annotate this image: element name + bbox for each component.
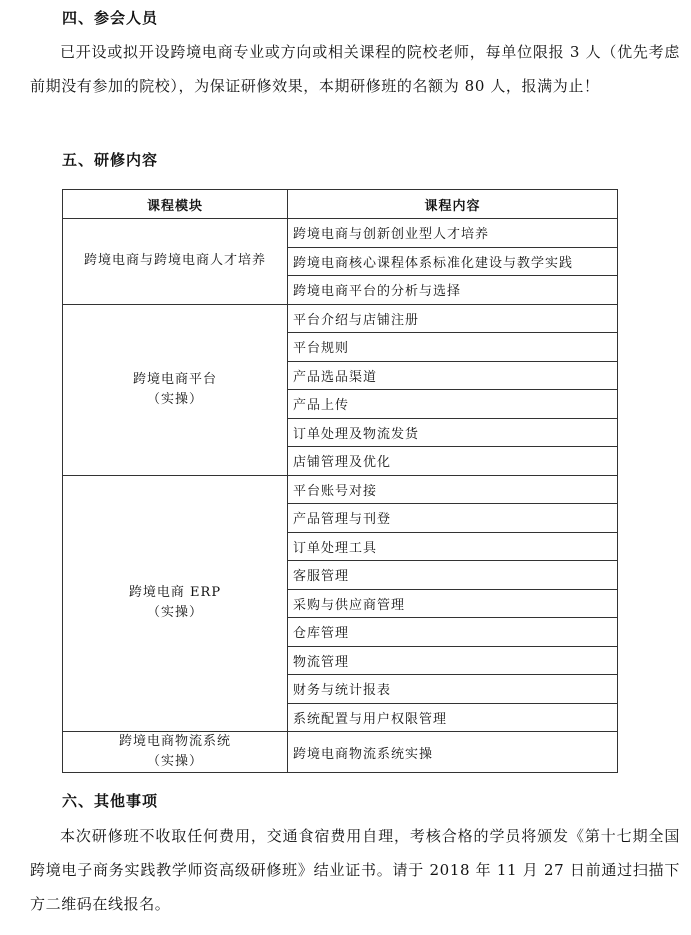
content-cell: 跨境电商物流系统实操 <box>288 732 618 773</box>
content-cell: 平台账号对接 <box>288 475 618 504</box>
content-cell: 客服管理 <box>288 561 618 590</box>
table-row <box>63 304 618 333</box>
section-4-heading: 四、参会人员 <box>62 9 159 27</box>
content-cell: 订单处理及物流发货 <box>288 418 618 447</box>
content-cell: 产品管理与刊登 <box>288 504 618 533</box>
module-note: （实操） <box>146 391 203 407</box>
section-6-paragraph: 本次研修班不收取任何费用，交通食宿费用自理，考核合格的学员将颁发《第十七期全国跨境电子商务实践教学师资高级研修班》结业证书。请于 2018 年 11 月 27 日前通过扫描下方二维码在线报名。 <box>30 827 680 913</box>
table-row <box>63 475 618 504</box>
content-cell: 产品选品渠道 <box>288 361 618 390</box>
module-name: 跨境电商平台 <box>132 371 217 387</box>
content-cell: 采购与供应商管理 <box>288 589 618 618</box>
course-table <box>62 189 618 773</box>
table-row <box>63 219 618 248</box>
content-cell: 订单处理工具 <box>288 532 618 561</box>
content-cell: 仓库管理 <box>288 618 618 647</box>
header-content: 课程内容 <box>288 190 618 219</box>
content-cell: 系统配置与用户权限管理 <box>288 703 618 732</box>
module-name: 跨境电商 ERP <box>128 585 222 601</box>
module-cell <box>63 304 288 475</box>
content-cell: 跨境电商核心课程体系标准化建设与教学实践 <box>288 247 618 276</box>
content-cell: 平台介绍与店铺注册 <box>288 304 618 333</box>
module-cell <box>63 219 288 305</box>
section-4-paragraph: 已开设或拟开设跨境电商专业或方向或相关课程的院校老师，每单位限报 3 人（优先考虑前期没有参加的院校），为保证研修效果，本期研修班的名额为 80 人，报满为止！ <box>30 43 680 95</box>
module-name: 跨境电商与跨境电商人才培养 <box>83 253 266 269</box>
content-cell: 物流管理 <box>288 646 618 675</box>
content-cell: 财务与统计报表 <box>288 675 618 704</box>
module-name: 跨境电商物流系统 <box>118 734 231 749</box>
content-cell: 店铺管理及优化 <box>288 447 618 476</box>
section-6-heading: 六、其他事项 <box>62 792 159 810</box>
content-cell: 跨境电商与创新创业型人才培养 <box>288 219 618 248</box>
module-note: （实操） <box>146 605 203 621</box>
table-header-row <box>63 190 618 219</box>
module-cell <box>63 732 288 773</box>
module-cell <box>63 475 288 732</box>
header-module: 课程模块 <box>63 190 288 219</box>
content-cell: 产品上传 <box>288 390 618 419</box>
module-note: （实操） <box>146 754 203 769</box>
section-5-heading: 五、研修内容 <box>62 151 159 169</box>
table-row <box>63 732 618 773</box>
content-cell: 平台规则 <box>288 333 618 362</box>
content-cell: 跨境电商平台的分析与选择 <box>288 276 618 305</box>
